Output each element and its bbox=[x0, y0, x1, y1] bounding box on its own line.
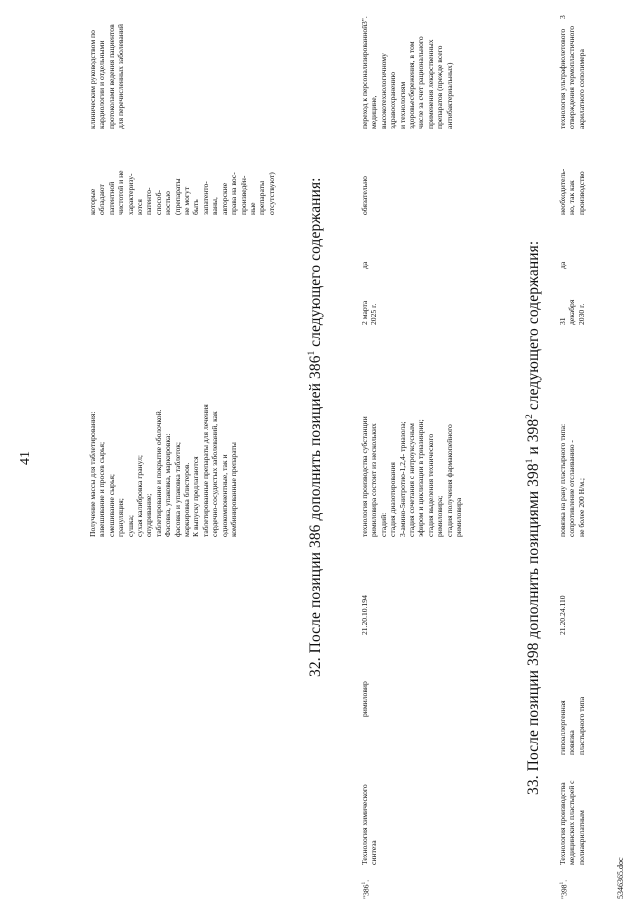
text-line: производство bbox=[576, 171, 586, 215]
row-386-code: 21.20.10.194 bbox=[360, 595, 369, 635]
text-line: Технология производства bbox=[558, 782, 567, 865]
text-line: гипоаллергенная bbox=[558, 700, 567, 755]
row-386-tail: 3". bbox=[360, 16, 369, 25]
top-block-effect bbox=[88, 24, 126, 129]
text-line: стадия выделения технического bbox=[425, 433, 435, 537]
row-386-condition: обязательно bbox=[360, 176, 369, 215]
text-line: запатенто- bbox=[200, 181, 210, 215]
text-line: однокомпонентные, так и bbox=[219, 454, 229, 537]
row-398-tail: 3 bbox=[558, 15, 567, 19]
text-line: антибактериальных) bbox=[444, 62, 454, 129]
text-line: Фасовка, упаковка, маркировка: bbox=[163, 433, 173, 537]
text-line: медицинских пластырей с bbox=[567, 780, 577, 865]
text-line: таблетированные препараты для лечения bbox=[200, 404, 210, 537]
text-line: 3-амино-5нитротио-1,2,4- триазола; bbox=[397, 421, 407, 537]
text-line: ностью bbox=[163, 191, 173, 215]
text-line: здоровьесбережения, в том bbox=[407, 41, 417, 129]
row-386-product: римиловир bbox=[360, 681, 369, 717]
text-line: препаратов (прежде всего bbox=[435, 45, 445, 129]
text-line: высокотехнологичному bbox=[378, 53, 388, 129]
text-line: (препараты bbox=[172, 178, 182, 215]
row-398-flag: да bbox=[558, 261, 567, 269]
row-398-number: "$398^1$. bbox=[559, 879, 569, 899]
text-line: римиловира состоит из нескольких bbox=[369, 423, 379, 537]
text-line: ются bbox=[135, 199, 145, 215]
text-line: грануляция; bbox=[116, 498, 126, 537]
text-line: быть bbox=[191, 199, 201, 215]
text-line: здравоохранению bbox=[388, 71, 398, 129]
text-line: Получение массы для таблетирования: bbox=[88, 411, 97, 537]
text-line: стадия сочетания с нитроуксусным bbox=[407, 423, 417, 537]
text-line: чистотой и не bbox=[116, 170, 126, 215]
text-line: патентной bbox=[106, 181, 116, 215]
row-398-description bbox=[558, 424, 586, 537]
text-line: отсутствуют) bbox=[266, 172, 276, 215]
row-386-flag: да bbox=[360, 261, 369, 269]
text-line: характеризу- bbox=[125, 173, 135, 215]
text-line: римиловира; bbox=[435, 495, 445, 537]
top-block-condition-notes bbox=[88, 170, 276, 215]
text-line: числе за счет рационального bbox=[416, 36, 426, 129]
text-line: стадия получения фармакопейного bbox=[444, 424, 454, 537]
text-line: 2030 г. bbox=[576, 303, 586, 325]
row-398-code: 21.20.24.110 bbox=[558, 595, 567, 635]
text-line: права на вос- bbox=[229, 172, 239, 215]
row-386-date bbox=[360, 301, 379, 325]
text-line: для перечисленных заболеваний bbox=[116, 24, 126, 129]
text-line: стадия диазотирования bbox=[388, 462, 398, 537]
text-line: необходитель- bbox=[558, 168, 567, 215]
text-line: ные bbox=[247, 202, 257, 215]
page-number: 41 bbox=[18, 451, 33, 465]
row-386-effect bbox=[360, 25, 454, 129]
text-line: протоколами ведения пациентов bbox=[106, 24, 116, 129]
row-386-description bbox=[360, 416, 463, 537]
text-line: маркировка блистеров. bbox=[182, 462, 192, 537]
text-line: клиническим руководством по bbox=[88, 30, 97, 129]
text-line: не более 200 Н/м.; bbox=[576, 477, 586, 537]
text-line: стадий: bbox=[378, 512, 388, 537]
text-line: сухая калибровка гранул; bbox=[135, 455, 145, 537]
heading-32: 32. После позиции 386 дополнить позицией $386^1$ следующего содержания: bbox=[306, 177, 325, 677]
text-line: препараты bbox=[257, 180, 267, 215]
text-line: смешивание сырья; bbox=[106, 473, 116, 537]
text-line: взвешивание и просев сырья; bbox=[97, 441, 107, 537]
row-398-effect bbox=[558, 26, 586, 129]
text-line: 31 bbox=[558, 317, 567, 325]
text-line: таблетирование и покрытие оболочкой. bbox=[153, 409, 163, 537]
text-line: комбинированные препараты bbox=[229, 442, 239, 537]
heading-33: 33. После позиции 398 дополнить позициями $398^1$ и $398^2$ следующего содержания: bbox=[524, 240, 543, 795]
text-line: не могут bbox=[182, 186, 192, 215]
text-line: декабря bbox=[567, 299, 577, 325]
text-line: повязка на рану пластырного типа: bbox=[558, 423, 567, 537]
text-line: технология производства субстанции bbox=[360, 416, 369, 537]
text-line: опудривание; bbox=[144, 493, 154, 537]
text-line: применения лекарственных bbox=[425, 39, 435, 129]
row-398-name bbox=[558, 780, 586, 865]
text-line: медицине, bbox=[369, 95, 379, 129]
text-line: римиловира bbox=[454, 497, 464, 537]
text-line: патенто- bbox=[144, 187, 154, 215]
text-line: но, так как bbox=[567, 180, 577, 215]
text-line: которые bbox=[88, 188, 97, 215]
text-line: эфиром и циклизации в триазинрин; bbox=[416, 419, 426, 537]
text-line: технология ультрафиолетового bbox=[558, 28, 567, 129]
text-line: акрилатного сополимера bbox=[576, 49, 586, 129]
text-line: сопротивление отслаиванию - bbox=[567, 440, 577, 537]
text-line: кардиологии и отдельными bbox=[97, 40, 107, 129]
text-line: обладают bbox=[97, 184, 107, 215]
row-398-condition bbox=[558, 169, 586, 215]
text-line: произведён- bbox=[238, 175, 248, 215]
text-line: сушка; bbox=[125, 515, 135, 537]
text-line: авторские bbox=[219, 182, 229, 215]
footer-document-code: 5346365.doc bbox=[616, 857, 625, 899]
text-line: переход к персонализированной bbox=[360, 24, 369, 129]
text-line: повязка bbox=[567, 730, 577, 755]
text-line: синтеза bbox=[369, 840, 379, 865]
row-386-number: "$386^1$. bbox=[361, 879, 371, 899]
row-386-name bbox=[360, 784, 379, 865]
text-line: отверждения термопластичного bbox=[567, 25, 577, 129]
text-line: Технология химического bbox=[360, 784, 369, 865]
text-line: фасовка и упаковка таблеток; bbox=[172, 441, 182, 537]
text-line: 2 марта bbox=[360, 300, 369, 325]
text-line: ваны, bbox=[210, 197, 220, 215]
text-line: пластырного типа bbox=[576, 696, 586, 755]
text-line: полиакрилатным bbox=[576, 810, 586, 865]
top-block-description bbox=[88, 404, 239, 537]
text-line: 2025 г. bbox=[369, 303, 379, 325]
row-398-date bbox=[558, 300, 586, 325]
text-line: сердечно-сосудистых заболеваний, как bbox=[210, 411, 220, 537]
text-line: и технологиям bbox=[397, 81, 407, 129]
text-line: К выпуску предлагаются bbox=[191, 456, 201, 537]
text-line: способ- bbox=[153, 190, 163, 215]
row-398-product bbox=[558, 697, 586, 755]
